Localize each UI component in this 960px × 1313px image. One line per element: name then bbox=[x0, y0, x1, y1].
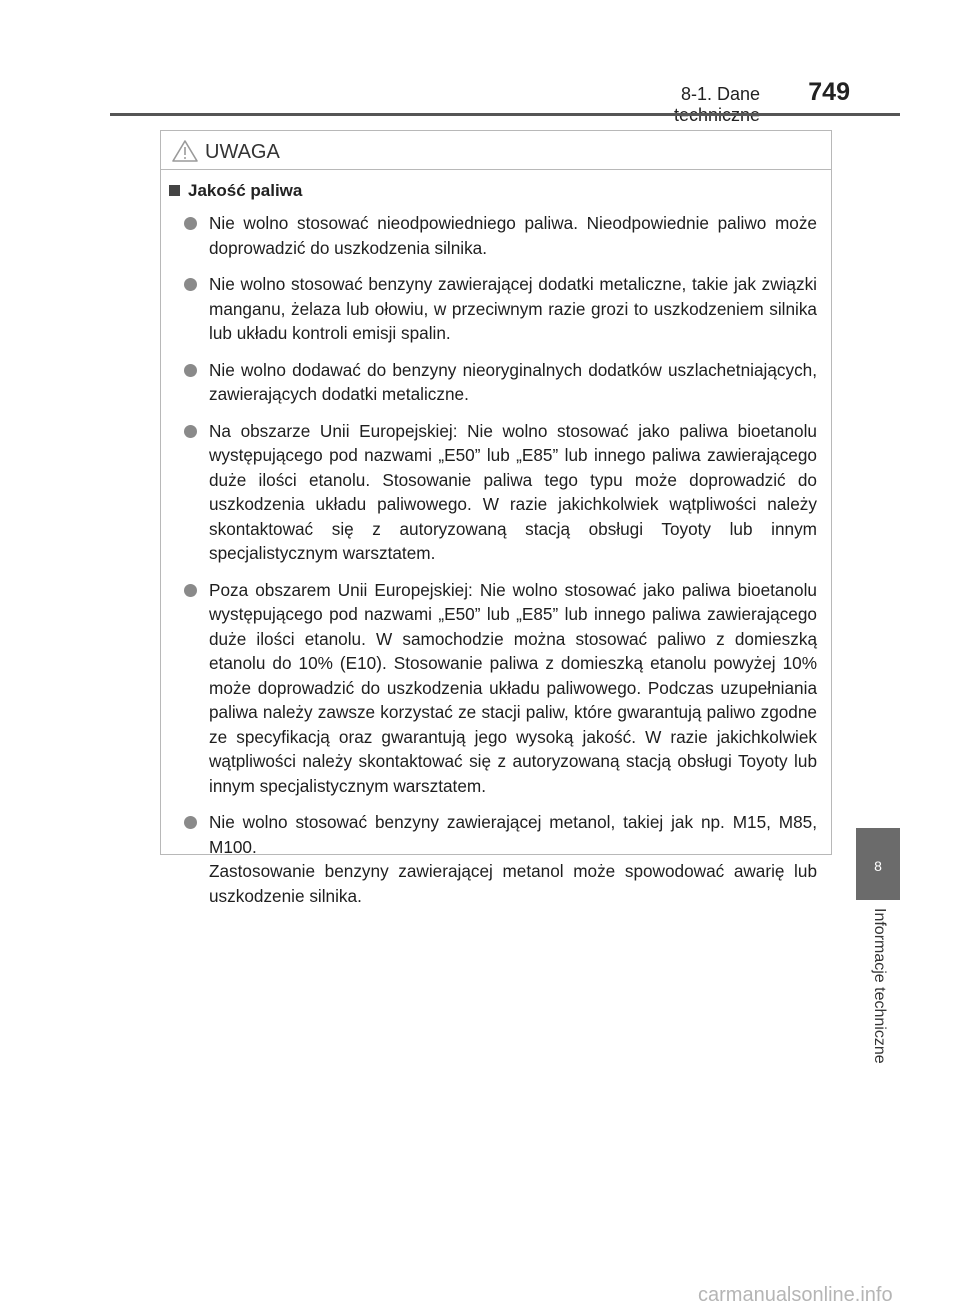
square-bullet-icon bbox=[169, 185, 180, 196]
bullet-dot-icon bbox=[184, 584, 197, 597]
bullet-item bbox=[161, 211, 833, 260]
bullet-dot-icon bbox=[184, 425, 197, 438]
bullet-list bbox=[161, 211, 833, 920]
bullet-text: Nie wolno stosować benzyny zawierającej metanol, takiej jak np. M15, M85, M100. bbox=[209, 812, 817, 857]
chapter-number: 8 bbox=[874, 858, 882, 874]
bullet-item bbox=[161, 810, 833, 908]
warning-triangle-icon bbox=[171, 139, 199, 163]
bullet-text: Na obszarze Unii Europejskiej: Nie wolno stosować jako paliwa bioetanolu występującego pod nazwami „E50” lub „E85” lub innego paliwa zawierającego duże ilości etanolu. Stosowanie paliwa tego typu może doprowadzić do uszkodzenia układu paliwowego. W razie jakichkolwiek wątpliwości należy skontaktować się z autoryzowaną stacją obsługi Toyoty lub innym specjalistycznym warsztatem. bbox=[209, 420, 817, 563]
bullet-item bbox=[161, 358, 833, 407]
chapter-tab[interactable] bbox=[856, 828, 900, 900]
bullet-text: Nie wolno stosować benzyny zawierającej dodatki metaliczne, takie jak związki manganu, żelaza lub ołowiu, w przeciwnym razie grozi to uszkodzeniem silnika lub układu kontroli emisji spalin. bbox=[209, 274, 817, 343]
warning-header bbox=[161, 131, 831, 170]
bullet-extra-text: Zastosowanie benzyny zawierającej metanol może spowodować awarię lub uszkodzenie silnika. bbox=[209, 861, 817, 906]
header-rule bbox=[110, 113, 900, 116]
section-heading bbox=[169, 181, 302, 201]
bullet-dot-icon bbox=[184, 217, 197, 230]
chapter-label: Informacje techniczne bbox=[871, 908, 888, 1064]
bullet-item bbox=[161, 272, 833, 346]
warning-title: UWAGA bbox=[205, 141, 280, 163]
section-heading-text: Jakość paliwa bbox=[188, 181, 303, 200]
bullet-dot-icon bbox=[184, 816, 197, 829]
bullet-text: Nie wolno dodawać do benzyny nieoryginalnych dodatków uszlachetniających, zawierających dodatki metaliczne. bbox=[209, 359, 817, 404]
page-number: 749 bbox=[808, 78, 850, 106]
bullet-text: Poza obszarem Unii Europejskiej: Nie wolno stosować jako paliwa bioetanolu występującego pod nazwami „E50” lub „E85” lub innego paliwa zawierającego duże ilości etanolu. W samochodzie można stosować paliwo z domieszką etanolu do 10% (E10). Stosowanie paliwa z domieszką etanolu powyżej 10% może doprowadzić do uszkodzenia układu paliwowego. Podczas uzupełniania paliwa należy zawsze korzystać ze stacji paliw, które gwarantują paliwo zgodne ze specyfikacją oraz gwarantują jego wysoką jakość. W razie jakichkolwiek wątpliwości należy skontaktować się z autoryzowaną stacją obsługi Toyoty lub innym specjalistycznym warsztatem. bbox=[209, 579, 817, 796]
warning-box bbox=[160, 130, 832, 906]
bullet-text: Nie wolno stosować nieodpowiedniego paliwa. Nieodpowiednie paliwo może doprowadzić do uszkodzenia silnika. bbox=[209, 213, 817, 258]
bullet-dot-icon bbox=[184, 278, 197, 291]
bullet-dot-icon bbox=[184, 364, 197, 377]
section-header: 8-1. Dane bbox=[680, 84, 760, 104]
bullet-item bbox=[161, 419, 833, 566]
bullet-item bbox=[161, 578, 833, 799]
watermark: carmanualsonline.info bbox=[698, 1284, 893, 1306]
